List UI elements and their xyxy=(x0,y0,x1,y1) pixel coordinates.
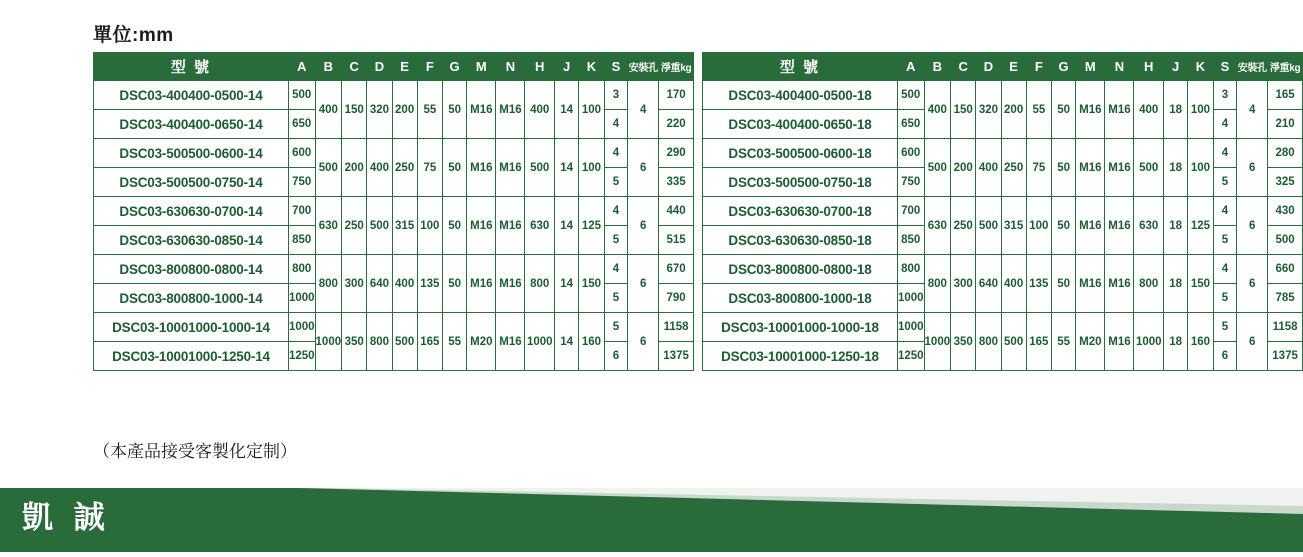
cell-s: 5 xyxy=(1213,284,1237,313)
column-header: S xyxy=(1213,53,1237,81)
cell-n: M16 xyxy=(496,81,525,139)
cell-model: DSC03-500500-0750-14 xyxy=(94,168,289,197)
cell-g: 50 xyxy=(442,255,466,313)
spec-tables-container xyxy=(93,52,1303,371)
cell-a: 800 xyxy=(897,255,924,284)
cell-b: 500 xyxy=(315,139,342,197)
cell-net-weight: 785 xyxy=(1268,284,1303,313)
table-row xyxy=(94,255,694,284)
cell-d: 800 xyxy=(367,313,392,371)
cell-b: 630 xyxy=(924,197,951,255)
cell-a: 650 xyxy=(897,110,924,139)
cell-m: M16 xyxy=(1076,139,1105,197)
cell-net-weight: 290 xyxy=(659,139,694,168)
cell-h: 800 xyxy=(1134,255,1164,313)
column-header: H xyxy=(1134,53,1164,81)
cell-model: DSC03-10001000-1250-18 xyxy=(703,342,898,371)
column-header: 型 號 xyxy=(703,53,898,81)
table-row xyxy=(94,81,694,110)
column-header: N xyxy=(496,53,525,81)
table-header-row xyxy=(703,53,1303,81)
cell-j: 18 xyxy=(1164,197,1188,255)
cell-s: 4 xyxy=(604,110,628,139)
column-header: K xyxy=(1188,53,1213,81)
column-header: A xyxy=(897,53,924,81)
cell-e: 400 xyxy=(392,255,417,313)
cell-net-weight: 670 xyxy=(659,255,694,284)
cell-e: 250 xyxy=(1001,139,1026,197)
cell-net-weight: 1375 xyxy=(1268,342,1303,371)
cell-c: 150 xyxy=(951,81,976,139)
cell-a: 1250 xyxy=(288,342,315,371)
cell-model: DSC03-400400-0650-18 xyxy=(703,110,898,139)
cell-n: M16 xyxy=(496,139,525,197)
cell-k: 150 xyxy=(579,255,604,313)
cell-m: M16 xyxy=(467,81,496,139)
cell-h: 500 xyxy=(525,139,555,197)
table-row xyxy=(703,255,1303,284)
cell-model: DSC03-800800-1000-18 xyxy=(703,284,898,313)
cell-h: 400 xyxy=(1134,81,1164,139)
cell-s: 5 xyxy=(604,168,628,197)
cell-f: 100 xyxy=(1026,197,1051,255)
cell-net-weight: 165 xyxy=(1268,81,1303,110)
cell-mounting-holes: 6 xyxy=(1237,255,1268,313)
cell-model: DSC03-800800-0800-14 xyxy=(94,255,289,284)
cell-a: 600 xyxy=(288,139,315,168)
cell-e: 500 xyxy=(1001,313,1026,371)
column-header: K xyxy=(579,53,604,81)
cell-s: 4 xyxy=(604,197,628,226)
cell-k: 125 xyxy=(1188,197,1213,255)
cell-n: M16 xyxy=(1105,81,1134,139)
cell-s: 3 xyxy=(1213,81,1237,110)
column-header: 淨重kg xyxy=(659,53,694,81)
table-row xyxy=(94,139,694,168)
cell-mounting-holes: 6 xyxy=(1237,313,1268,371)
cell-j: 14 xyxy=(555,313,579,371)
cell-s: 4 xyxy=(1213,139,1237,168)
cell-f: 55 xyxy=(1026,81,1051,139)
cell-n: M16 xyxy=(1105,139,1134,197)
cell-b: 800 xyxy=(924,255,951,313)
cell-a: 1000 xyxy=(897,284,924,313)
cell-e: 500 xyxy=(392,313,417,371)
table-row xyxy=(94,313,694,342)
cell-m: M16 xyxy=(467,255,496,313)
cell-n: M16 xyxy=(1105,255,1134,313)
cell-s: 6 xyxy=(1213,342,1237,371)
cell-s: 4 xyxy=(1213,197,1237,226)
cell-s: 3 xyxy=(604,81,628,110)
cell-a: 1000 xyxy=(288,284,315,313)
cell-net-weight: 515 xyxy=(659,226,694,255)
column-header: 安裝孔 xyxy=(628,53,659,81)
cell-f: 75 xyxy=(1026,139,1051,197)
cell-g: 50 xyxy=(442,197,466,255)
cell-h: 800 xyxy=(525,255,555,313)
cell-c: 200 xyxy=(342,139,367,197)
cell-h: 1000 xyxy=(1134,313,1164,371)
column-header: F xyxy=(417,53,442,81)
cell-a: 800 xyxy=(288,255,315,284)
cell-net-weight: 430 xyxy=(1268,197,1303,226)
cell-d: 640 xyxy=(976,255,1001,313)
table-header-row xyxy=(94,53,694,81)
cell-a: 1000 xyxy=(288,313,315,342)
cell-k: 160 xyxy=(579,313,604,371)
cell-d: 400 xyxy=(367,139,392,197)
cell-f: 135 xyxy=(1026,255,1051,313)
cell-mounting-holes: 6 xyxy=(628,197,659,255)
cell-net-weight: 220 xyxy=(659,110,694,139)
cell-e: 200 xyxy=(392,81,417,139)
cell-a: 500 xyxy=(897,81,924,110)
cell-e: 250 xyxy=(392,139,417,197)
cell-a: 600 xyxy=(897,139,924,168)
cell-e: 315 xyxy=(392,197,417,255)
cell-net-weight: 325 xyxy=(1268,168,1303,197)
cell-s: 4 xyxy=(604,255,628,284)
cell-a: 650 xyxy=(288,110,315,139)
cell-a: 700 xyxy=(288,197,315,226)
spec-table-table-14 xyxy=(93,52,694,371)
cell-c: 250 xyxy=(951,197,976,255)
cell-net-weight: 440 xyxy=(659,197,694,226)
column-header: C xyxy=(342,53,367,81)
cell-b: 1000 xyxy=(924,313,951,371)
column-header: C xyxy=(951,53,976,81)
cell-g: 50 xyxy=(1051,81,1075,139)
cell-f: 55 xyxy=(417,81,442,139)
cell-s: 6 xyxy=(604,342,628,371)
table-row xyxy=(703,197,1303,226)
cell-model: DSC03-630630-0700-18 xyxy=(703,197,898,226)
cell-k: 125 xyxy=(579,197,604,255)
cell-j: 18 xyxy=(1164,81,1188,139)
cell-j: 14 xyxy=(555,81,579,139)
column-header: B xyxy=(924,53,951,81)
cell-d: 800 xyxy=(976,313,1001,371)
cell-k: 100 xyxy=(1188,139,1213,197)
cell-k: 150 xyxy=(1188,255,1213,313)
table-row xyxy=(703,313,1303,342)
cell-m: M16 xyxy=(1076,197,1105,255)
cell-model: DSC03-630630-0850-18 xyxy=(703,226,898,255)
cell-model: DSC03-500500-0600-14 xyxy=(94,139,289,168)
cell-b: 1000 xyxy=(315,313,342,371)
cell-b: 400 xyxy=(924,81,951,139)
cell-j: 14 xyxy=(555,197,579,255)
cell-h: 1000 xyxy=(525,313,555,371)
cell-c: 250 xyxy=(342,197,367,255)
cell-c: 350 xyxy=(951,313,976,371)
column-header: D xyxy=(367,53,392,81)
cell-mounting-holes: 6 xyxy=(1237,139,1268,197)
cell-c: 200 xyxy=(951,139,976,197)
column-header: M xyxy=(467,53,496,81)
cell-e: 200 xyxy=(1001,81,1026,139)
cell-c: 150 xyxy=(342,81,367,139)
cell-net-weight: 335 xyxy=(659,168,694,197)
spec-table-table-18 xyxy=(702,52,1303,371)
cell-mounting-holes: 6 xyxy=(1237,197,1268,255)
cell-h: 630 xyxy=(1134,197,1164,255)
cell-model: DSC03-400400-0500-14 xyxy=(94,81,289,110)
cell-a: 850 xyxy=(897,226,924,255)
cell-a: 850 xyxy=(288,226,315,255)
cell-s: 5 xyxy=(604,313,628,342)
cell-s: 4 xyxy=(1213,110,1237,139)
cell-f: 165 xyxy=(417,313,442,371)
column-header: G xyxy=(1051,53,1075,81)
column-header: F xyxy=(1026,53,1051,81)
cell-b: 400 xyxy=(315,81,342,139)
table-row xyxy=(94,197,694,226)
cell-s: 5 xyxy=(1213,168,1237,197)
column-header: M xyxy=(1076,53,1105,81)
cell-mounting-holes: 6 xyxy=(628,139,659,197)
cell-s: 5 xyxy=(1213,226,1237,255)
column-header: 淨重kg xyxy=(1268,53,1303,81)
cell-s: 5 xyxy=(1213,313,1237,342)
cell-k: 100 xyxy=(579,81,604,139)
cell-a: 750 xyxy=(897,168,924,197)
cell-mounting-holes: 4 xyxy=(1237,81,1268,139)
table-row xyxy=(703,81,1303,110)
cell-c: 300 xyxy=(951,255,976,313)
cell-f: 100 xyxy=(417,197,442,255)
cell-h: 630 xyxy=(525,197,555,255)
cell-model: DSC03-10001000-1000-14 xyxy=(94,313,289,342)
cell-model: DSC03-630630-0700-14 xyxy=(94,197,289,226)
column-header: S xyxy=(604,53,628,81)
cell-model: DSC03-500500-0600-18 xyxy=(703,139,898,168)
cell-net-weight: 790 xyxy=(659,284,694,313)
cell-model: DSC03-800800-1000-14 xyxy=(94,284,289,313)
cell-j: 18 xyxy=(1164,313,1188,371)
cell-n: M16 xyxy=(1105,313,1134,371)
cell-c: 300 xyxy=(342,255,367,313)
cell-s: 4 xyxy=(1213,255,1237,284)
cell-net-weight: 500 xyxy=(1268,226,1303,255)
cell-g: 50 xyxy=(442,81,466,139)
cell-model: DSC03-400400-0500-18 xyxy=(703,81,898,110)
column-header: D xyxy=(976,53,1001,81)
cell-s: 5 xyxy=(604,284,628,313)
cell-f: 165 xyxy=(1026,313,1051,371)
cell-net-weight: 210 xyxy=(1268,110,1303,139)
cell-g: 50 xyxy=(442,139,466,197)
cell-model: DSC03-800800-0800-18 xyxy=(703,255,898,284)
cell-d: 640 xyxy=(367,255,392,313)
cell-net-weight: 170 xyxy=(659,81,694,110)
cell-g: 55 xyxy=(442,313,466,371)
cell-model: DSC03-630630-0850-14 xyxy=(94,226,289,255)
cell-mounting-holes: 6 xyxy=(628,255,659,313)
cell-a: 1000 xyxy=(897,313,924,342)
cell-mounting-holes: 6 xyxy=(628,313,659,371)
cell-c: 350 xyxy=(342,313,367,371)
cell-model: DSC03-400400-0650-14 xyxy=(94,110,289,139)
customization-note: （本產品接受客製化定制） xyxy=(93,442,297,461)
column-header: A xyxy=(288,53,315,81)
cell-d: 320 xyxy=(367,81,392,139)
column-header: B xyxy=(315,53,342,81)
cell-m: M20 xyxy=(467,313,496,371)
cell-b: 500 xyxy=(924,139,951,197)
cell-g: 50 xyxy=(1051,139,1075,197)
cell-d: 500 xyxy=(976,197,1001,255)
cell-j: 14 xyxy=(555,255,579,313)
cell-a: 1250 xyxy=(897,342,924,371)
cell-f: 75 xyxy=(417,139,442,197)
column-header: H xyxy=(525,53,555,81)
cell-g: 50 xyxy=(1051,255,1075,313)
cell-d: 500 xyxy=(367,197,392,255)
cell-model: DSC03-10001000-1000-18 xyxy=(703,313,898,342)
cell-n: M16 xyxy=(496,313,525,371)
cell-f: 135 xyxy=(417,255,442,313)
cell-k: 100 xyxy=(1188,81,1213,139)
cell-net-weight: 660 xyxy=(1268,255,1303,284)
cell-m: M16 xyxy=(1076,81,1105,139)
footer-band-graphic xyxy=(0,480,1303,552)
cell-net-weight: 1158 xyxy=(1268,313,1303,342)
column-header: G xyxy=(442,53,466,81)
cell-a: 750 xyxy=(288,168,315,197)
cell-model: DSC03-10001000-1250-14 xyxy=(94,342,289,371)
column-header: 型 號 xyxy=(94,53,289,81)
unit-label: 單位:mm xyxy=(93,25,174,46)
cell-g: 55 xyxy=(1051,313,1075,371)
cell-d: 320 xyxy=(976,81,1001,139)
cell-model: DSC03-500500-0750-18 xyxy=(703,168,898,197)
cell-h: 500 xyxy=(1134,139,1164,197)
cell-a: 500 xyxy=(288,81,315,110)
cell-mounting-holes: 4 xyxy=(628,81,659,139)
column-header: E xyxy=(1001,53,1026,81)
cell-net-weight: 280 xyxy=(1268,139,1303,168)
column-header: N xyxy=(1105,53,1134,81)
cell-n: M16 xyxy=(1105,197,1134,255)
cell-b: 800 xyxy=(315,255,342,313)
footer-brand-name: 凱 誠 xyxy=(22,500,111,535)
cell-b: 630 xyxy=(315,197,342,255)
column-header: J xyxy=(555,53,579,81)
cell-net-weight: 1158 xyxy=(659,313,694,342)
cell-n: M16 xyxy=(496,197,525,255)
column-header: E xyxy=(392,53,417,81)
cell-s: 5 xyxy=(604,226,628,255)
cell-k: 100 xyxy=(579,139,604,197)
cell-j: 18 xyxy=(1164,255,1188,313)
cell-d: 400 xyxy=(976,139,1001,197)
table-row xyxy=(703,139,1303,168)
cell-g: 50 xyxy=(1051,197,1075,255)
cell-m: M16 xyxy=(467,197,496,255)
page-footer xyxy=(0,480,1303,552)
cell-m: M16 xyxy=(1076,255,1105,313)
cell-s: 4 xyxy=(604,139,628,168)
cell-a: 700 xyxy=(897,197,924,226)
cell-n: M16 xyxy=(496,255,525,313)
column-header: 安裝孔 xyxy=(1237,53,1268,81)
cell-m: M16 xyxy=(467,139,496,197)
cell-j: 18 xyxy=(1164,139,1188,197)
cell-k: 160 xyxy=(1188,313,1213,371)
cell-j: 14 xyxy=(555,139,579,197)
cell-e: 315 xyxy=(1001,197,1026,255)
cell-h: 400 xyxy=(525,81,555,139)
cell-net-weight: 1375 xyxy=(659,342,694,371)
column-header: J xyxy=(1164,53,1188,81)
cell-m: M20 xyxy=(1076,313,1105,371)
cell-e: 400 xyxy=(1001,255,1026,313)
